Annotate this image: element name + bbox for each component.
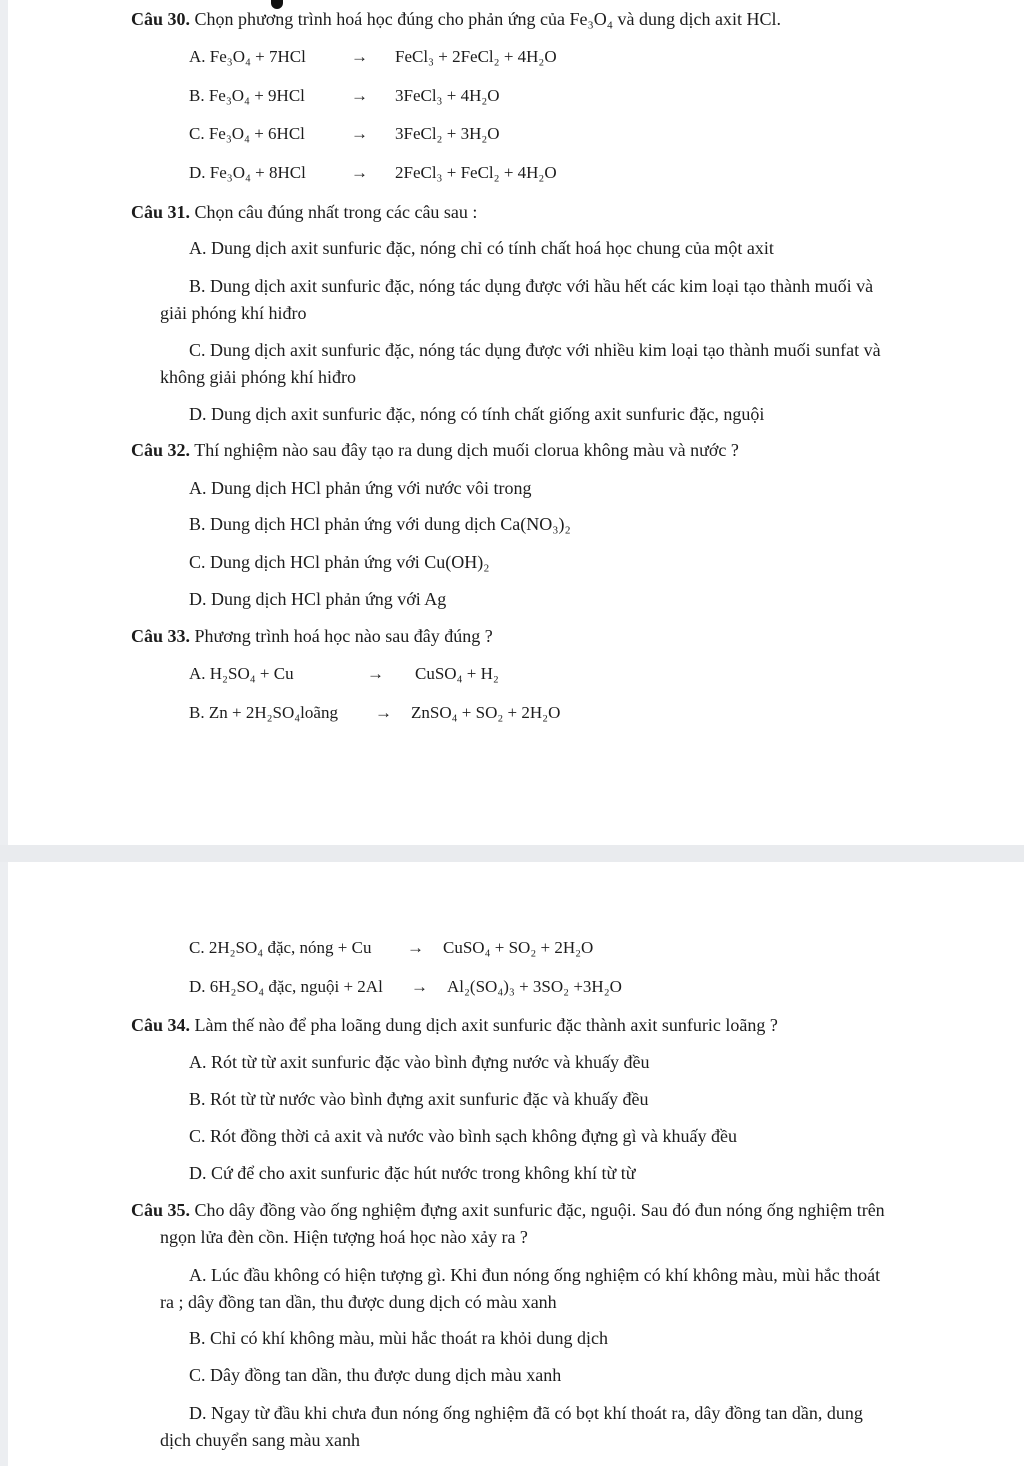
option-rhs: CuSO₄ + H₂ bbox=[415, 664, 499, 683]
arrow-icon: → bbox=[351, 47, 368, 66]
option-31-c: C. Dung dịch axit sunfuric đặc, nóng tác dụng được với nhiều kim loại tạo thành muối sunfat và bbox=[189, 340, 881, 360]
question-33 bbox=[131, 625, 493, 647]
question-text: Chọn phương trình hoá học đúng cho phản ứng của Fe₃O₄ và dung dịch axit HCl. bbox=[194, 9, 782, 29]
question-number: Câu 35. bbox=[131, 1200, 191, 1220]
option-rhs: Al₂(SO₄)₃ + 3SO₂ +3H₂O bbox=[447, 977, 622, 996]
option-31-b: B. Dung dịch axit sunfuric đặc, nóng tác dụng được với hầu hết các kim loại tạo thành muối và bbox=[189, 276, 874, 296]
option-31-a: A. Dung dịch axit sunfuric đặc, nóng chỉ có tính chất hoá học chung của một axit bbox=[189, 238, 774, 258]
question-number: Câu 31. bbox=[131, 202, 191, 222]
option-33-c bbox=[189, 937, 593, 959]
option-32-c: C. Dung dịch HCl phản ứng với Cu(OH)₂ bbox=[189, 552, 490, 572]
option-lhs: C. Fe₃O₄ + 6HCl bbox=[189, 124, 305, 143]
arrow-icon: → bbox=[351, 124, 368, 143]
option-lhs: B. Zn + 2H₂SO₄loãng bbox=[189, 703, 338, 722]
option-35-d-cont: dịch chuyển sang màu xanh bbox=[160, 1430, 360, 1450]
arrow-icon: → bbox=[411, 977, 428, 996]
option-34-c: C. Rót đồng thời cả axit và nước vào bình sạch không đựng gì và khuấy đều bbox=[189, 1126, 737, 1146]
question-number: Câu 34. bbox=[131, 1015, 191, 1035]
question-number: Câu 33. bbox=[131, 626, 191, 646]
question-number: Câu 30. bbox=[131, 9, 191, 29]
option-31-b-cont: giải phóng khí hiđro bbox=[160, 303, 307, 323]
option-35-d: D. Ngay từ đầu khi chưa đun nóng ống nghiệm đã có bọt khí thoát ra, dây đồng tan dần, dung bbox=[189, 1403, 863, 1423]
option-35-a: A. Lúc đầu không có hiện tượng gì. Khi đun nóng ống nghiệm có khí không màu, mùi hắc thoát bbox=[189, 1265, 881, 1285]
page-gap bbox=[0, 845, 1024, 862]
option-32-a: A. Dung dịch HCl phản ứng với nước vôi trong bbox=[189, 478, 532, 498]
arrow-icon: → bbox=[367, 664, 384, 683]
arrow-icon: → bbox=[375, 703, 392, 722]
option-35-b: B. Chỉ có khí không màu, mùi hắc thoát ra khỏi dung dịch bbox=[189, 1328, 608, 1348]
option-35-c: C. Dây đồng tan dần, thu được dung dịch màu xanh bbox=[189, 1365, 562, 1385]
arrow-icon: → bbox=[351, 86, 368, 105]
option-35-a-cont: ra ; dây đồng tan dần, thu được dung dịch có màu xanh bbox=[160, 1292, 557, 1312]
option-34-b: B. Rót từ từ nước vào bình đựng axit sunfuric đặc và khuấy đều bbox=[189, 1089, 649, 1109]
option-30-d bbox=[189, 162, 557, 184]
option-rhs: 2FeCl₃ + FeCl₂ + 4H₂O bbox=[395, 163, 557, 182]
question-34 bbox=[131, 1014, 778, 1036]
question-text: Thí nghiệm nào sau đây tạo ra dung dịch muối clorua không màu và nước ? bbox=[194, 440, 739, 460]
option-34-a: A. Rót từ từ axit sunfuric đặc vào bình đựng nước và khuấy đều bbox=[189, 1052, 650, 1072]
question-32 bbox=[131, 439, 739, 461]
option-30-a bbox=[189, 46, 557, 68]
option-lhs: C. 2H₂SO₄ đặc, nóng + Cu bbox=[189, 938, 372, 957]
option-rhs: FeCl₃ + 2FeCl₂ + 4H₂O bbox=[395, 47, 557, 66]
option-33-a bbox=[189, 663, 499, 685]
question-number: Câu 32. bbox=[131, 440, 191, 460]
question-35-cont: ngọn lửa đèn cồn. Hiện tượng hoá học nào xảy ra ? bbox=[160, 1227, 528, 1247]
question-31 bbox=[131, 201, 477, 223]
question-text: Làm thế nào để pha loãng dung dịch axit sunfuric đặc thành axit sunfuric loãng ? bbox=[194, 1015, 778, 1035]
option-lhs: B. Fe₃O₄ + 9HCl bbox=[189, 86, 305, 105]
question-30 bbox=[131, 8, 781, 30]
arrow-icon: → bbox=[351, 163, 368, 182]
option-34-d: D. Cứ để cho axit sunfuric đặc hút nước trong không khí từ từ bbox=[189, 1163, 636, 1183]
question-35 bbox=[131, 1199, 885, 1221]
option-lhs: D. 6H₂SO₄ đặc, nguội + 2Al bbox=[189, 977, 383, 996]
option-rhs: 3FeCl₂ + 3H₂O bbox=[395, 124, 500, 143]
option-lhs: D. Fe₃O₄ + 8HCl bbox=[189, 163, 306, 182]
option-rhs: ZnSO₄ + SO₂ + 2H₂O bbox=[411, 703, 561, 722]
option-32-d: D. Dung dịch HCl phản ứng với Ag bbox=[189, 589, 447, 609]
option-rhs: CuSO₄ + SO₂ + 2H₂O bbox=[443, 938, 594, 957]
question-text: Cho dây đồng vào ống nghiệm đựng axit sunfuric đặc, nguội. Sau đó đun nóng ống nghiệm trên bbox=[194, 1200, 885, 1220]
option-31-d: D. Dung dịch axit sunfuric đặc, nóng có tính chất giống axit sunfuric đặc, nguội bbox=[189, 404, 765, 424]
arrow-icon: → bbox=[407, 938, 424, 957]
option-31-c-cont: không giải phóng khí hiđro bbox=[160, 367, 356, 387]
option-lhs: A. Fe₃O₄ + 7HCl bbox=[189, 47, 306, 66]
question-text: Chọn câu đúng nhất trong các câu sau : bbox=[194, 202, 478, 222]
option-30-b bbox=[189, 85, 500, 107]
option-32-b: B. Dung dịch HCl phản ứng với dung dịch Ca(NO₃)₂ bbox=[189, 514, 571, 534]
option-30-c bbox=[189, 123, 500, 145]
option-33-b bbox=[189, 702, 560, 724]
option-rhs: 3FeCl₃ + 4H₂O bbox=[395, 86, 500, 105]
option-lhs: A. H₂SO₄ + Cu bbox=[189, 664, 294, 683]
option-33-d bbox=[189, 976, 622, 998]
question-text: Phương trình hoá học nào sau đây đúng ? bbox=[194, 626, 493, 646]
